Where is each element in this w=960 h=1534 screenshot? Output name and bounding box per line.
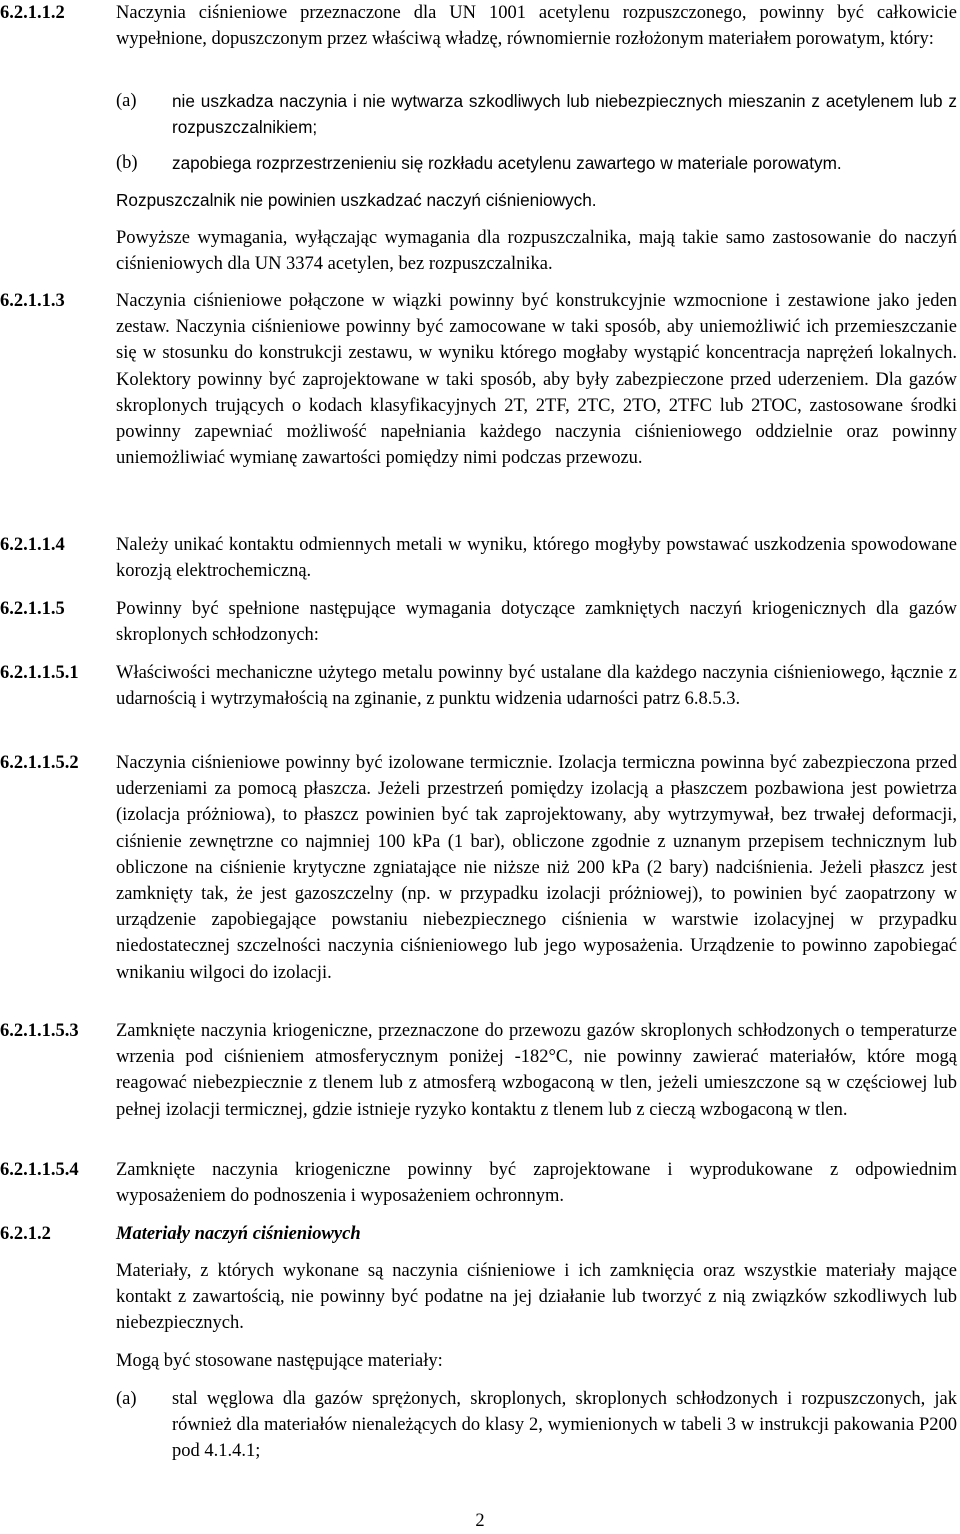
paragraph-text: Materiały, z których wykonane są naczynia ciśnieniowe i ich zamknięcia oraz wszystkie materiały mające kontakt z zawartością, nie powinny być podatne na jej działanie lub tworzyć z nią związków szkodliwych lub niebezpiecznych. [116,1261,957,1334]
section-number: 6.2.1.1.5.1 [0,663,79,683]
section-number: 6.2.1.1.3 [0,291,65,311]
section-number: 6.2.1.1.5 [0,599,65,619]
item-label: (a) [116,91,137,111]
item-text: stal węglowa dla gazów sprężonych, skroplonych, skroplonych schłodzonych i rozpuszczonych, jak również dla materiałów nienależących do klasy 2, wymienionych w tabeli 3 w instrukcji pakowania P200 pod 4.1.4.1; [172,1389,957,1462]
section-heading: Materiały naczyń ciśnieniowych [116,1224,361,1244]
section-text: Powinny być spełnione następujące wymagania dotyczące zamkniętych naczyń kriogenicznych dla gazów skroplonych schłodzonych: [116,599,957,646]
section-text: Naczynia ciśnieniowe połączone w wiązki powinny być konstrukcyjnie wzmocnione i zestawione jako jeden zestaw. Naczynia ciśnieniowe powinny być zamocowane w taki sposób, aby uniemożliwić ich przemieszczanie się w stosunku do konstrukcji zestawu, w wyniku którego mogłaby wystąpić koncentracja naprężeń lokalnych. Kolektory powinny być zaprojektowane w taki sposób, aby były zabezpieczone przed uderzeniem. Dla gazów skroplonych trujących o kodach klasyfikacyjnych 2T, 2TF, 2TC, 2TO, 2TFC lub 2TOC, zastosowane środki powinny zapewniać możliwość napełniania każdego naczynia ciśnieniowego oddzielnie oraz powinny uniemożliwiać wymianę zawartości pomiędzy nimi podczas przewozu. [116,291,957,469]
item-text: zapobiega rozprzestrzenieniu się rozkładu acetylenu zawartego w materiale porowatym. [172,153,842,173]
paragraph-text: Rozpuszczalnik nie powinien uszkadzać naczyń ciśnieniowych. [116,190,597,210]
section-text: Należy unikać kontaktu odmiennych metali w wyniku, którego mogłyby powstawać uszkodzenia spowodowane korozją elektrochemiczną. [116,535,957,582]
item-label: (a) [116,1389,137,1409]
item-text: nie uszkadza naczynia i nie wytwarza szkodliwych lub niebezpiecznych mieszanin z acetylenem lub z rozpuszczalnikiem; [172,91,957,138]
paragraph-text: Powyższe wymagania, wyłączając wymagania dla rozpuszczalnika, mają takie samo zastosowanie do naczyń ciśnieniowych dla UN 3374 acetylen, bez rozpuszczalnika. [116,228,957,275]
section-number: 6.2.1.2 [0,1224,51,1244]
paragraph-text: Mogą być stosowane następujące materiały: [116,1351,443,1371]
section-number: 6.2.1.1.5.4 [0,1160,79,1180]
item-label: (b) [116,153,138,173]
section-number: 6.2.1.1.4 [0,535,65,555]
section-number: 6.2.1.1.5.3 [0,1021,79,1041]
section-text: Naczynia ciśnieniowe przeznaczone dla UN 1001 acetylenu rozpuszczonego, powinny być całkowicie wypełnione, dopuszczonym przez właściwą władzę, równomiernie rozłożonym materiałem porowatym, który: [116,3,957,50]
page-number: 2 [475,1511,485,1531]
section-text: Zamknięte naczynia kriogeniczne powinny być zaprojektowane i wyprodukowane z odpowiednim wyposażeniem do podnoszenia i wyposażeniem ochronnym. [116,1160,957,1207]
section-text: Naczynia ciśnieniowe powinny być izolowane termicznie. Izolacja termiczna powinna być zabezpieczona przed uderzeniami za pomocą płaszcza. Jeżeli przestrzeń pomiędzy izolacją a płaszczem pozbawiona jest powietrza (izolacja próżniowa), to płaszcz powinien być tak zaprojektowany, aby wytrzymywał, bez trwałej deformacji, ciśnienie zewnętrzne co najmniej 100 kPa (1 bar), obliczone zgodnie z uznanym przepisem technicznym lub obliczone na ciśnienie krytyczne zgniatające nie niższe niż 200 kPa (2 bary) nadciśnienia. Jeżeli płaszcz jest zamknięty tak, że jest gazoszczelny (np. w przypadku izolacji próżniowej), to powinien być zaopatrzony w urządzenie zapobiegające powstaniu niebezpiecznego ciśnienia w warstwie izolacyjnej w przypadku niedostatecznej szczelności naczynia ciśnieniowego lub jego wyposażenia. Urządzenie to powinno zapobiegać wnikaniu wilgoci do izolacji. [116,753,957,983]
section-number: 6.2.1.1.5.2 [0,753,79,773]
section-text: Zamknięte naczynia kriogeniczne, przeznaczone do przewozu gazów skroplonych schłodzonych o temperaturze wrzenia pod ciśnieniem atmosferycznym poniżej -182°C, nie powinny zawierać materiałów, które mogą reagować niebezpiecznie z tlenem lub z atmosferą wzbogaconą w tlen, jeżeli umieszczone są w częściowej lub pełnej izolacji termicznej, gdzie istnieje ryzyko kontaktu z tlenem lub z cieczą wzbogaconą w tlen. [116,1021,957,1120]
section-text: Właściwości mechaniczne użytego metalu powinny być ustalane dla każdego naczynia ciśnieniowego, łącznie z udarnością i wytrzymałością na zginanie, z punktu widzenia udarności patrz 6.8.5.3. [116,663,957,710]
section-number: 6.2.1.1.2 [0,3,65,23]
